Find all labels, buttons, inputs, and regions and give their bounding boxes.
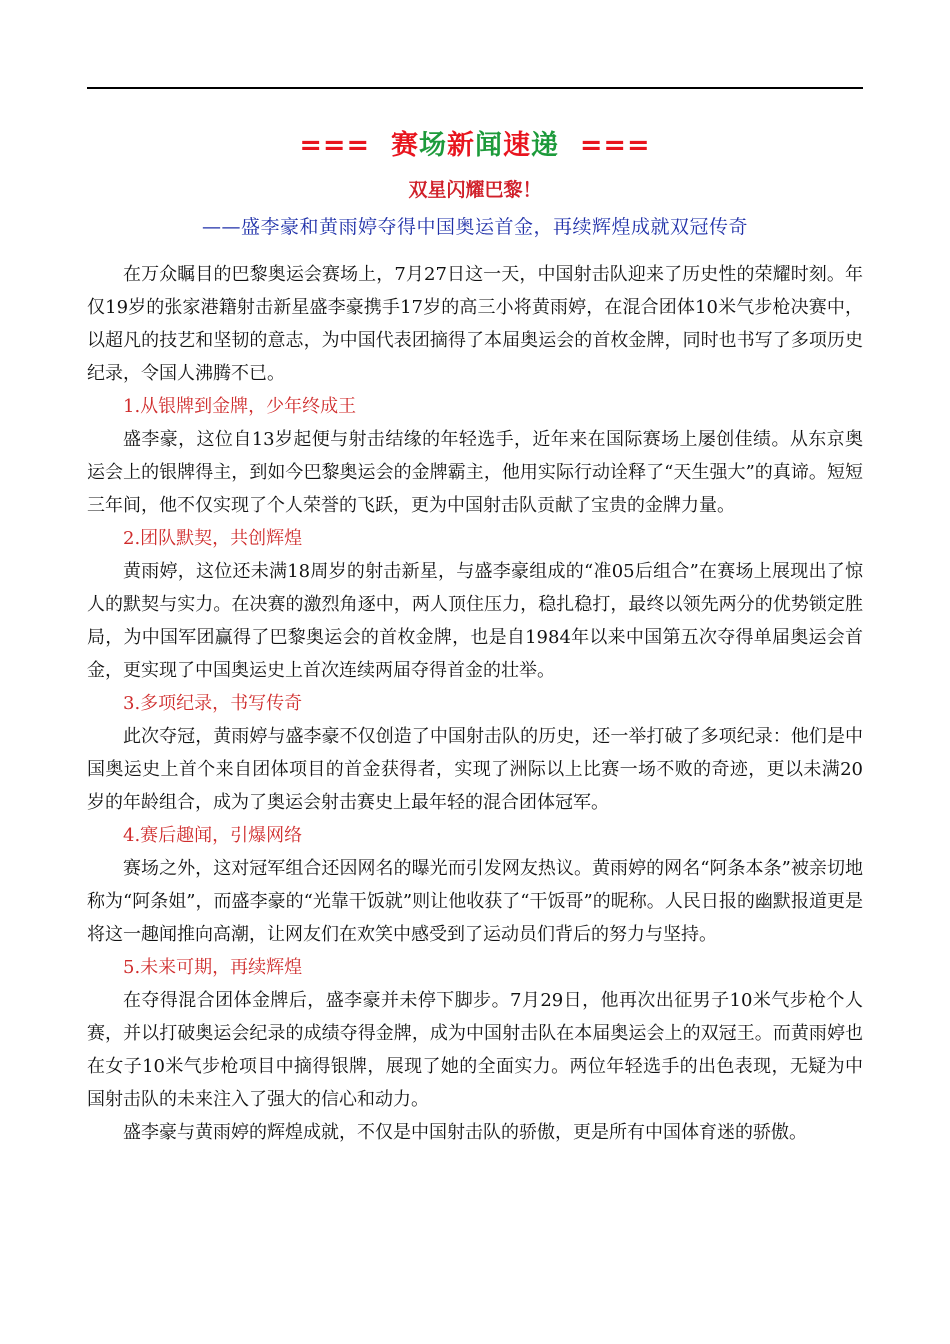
section-paragraph: 在夺得混合团体金牌后，盛李豪并未停下脚步。7月29日，他再次出征男子10米气步枪个人赛，并以打破奥运会纪录的成绩夺得金牌，成为中国射击队在本届奥运会上的双冠王。而黄雨婷也在女子10米气步枪项目中摘得银牌，展现了她的全面实力。两位年轻选手的出色表现，无疑为中国射击队的未来注入了强大的信心和动力。 (87, 990, 863, 1110)
title-char: 闻 (475, 130, 503, 161)
subtitle-secondary: ——盛李豪和黄雨婷夺得中国奥运首金，再续辉煌成就双冠传奇 (201, 216, 748, 238)
title-char: 速 (503, 130, 531, 161)
section-heading: 4.赛后趣闻，引爆网络 (123, 825, 303, 846)
intro-paragraph: 在万众瞩目的巴黎奥运会赛场上，7月27日这一天，中国射击队迎来了历史性的荣耀时刻。年仅19岁的张家港籍射击新星盛李豪携手17岁的高三小将黄雨婷，在混合团体10米气步枪决赛中，以超凡的技艺和坚韧的意志，为中国代表团摘得了本届奥运会的首枚金牌，同时也书写了多项历史纪录，令国人沸腾不已。 (87, 264, 863, 384)
section-paragraph: 盛李豪，这位自13岁起便与射击结缘的年轻选手，近年来在国际赛场上屡创佳绩。从东京奥运会上的银牌得主，到如今巴黎奥运会的金牌霸主，他用实际行动诠释了“天生强大”的真谛。短短三年间，他不仅实现了个人荣誉的飞跃，更为中国射击队贡献了宝贵的金牌力量。 (87, 429, 863, 516)
section-heading: 2.团队默契，共创辉煌 (123, 528, 303, 549)
title-suffix: === (579, 130, 651, 161)
title-prefix: === (299, 130, 371, 161)
title-char: 新 (447, 130, 475, 161)
article-body (87, 258, 863, 1149)
title-char: 递 (531, 130, 559, 161)
closing-paragraph: 盛李豪与黄雨婷的辉煌成就，不仅是中国射击队的骄傲，更是所有中国体育迷的骄傲。 (123, 1122, 807, 1143)
section-paragraph: 黄雨婷，这位还未满18周岁的射击新星，与盛李豪组成的“准05后组合”在赛场上展现出了惊人的默契与实力。在决赛的激烈角逐中，两人顶住压力，稳扎稳打，最终以领先两分的优势锁定胜局，为中国军团赢得了巴黎奥运会的首枚金牌，也是自1984年以来中国第五次夺得单届奥运会首金，更实现了中国奥运史上首次连续两届夺得首金的壮举。 (87, 561, 863, 681)
top-rule (87, 87, 863, 89)
section-paragraph: 此次夺冠，黄雨婷与盛李豪不仅创造了中国射击队的历史，还一举打破了多项纪录：他们是中国奥运史上首个来自团体项目的首金获得者，实现了洲际以上比赛一场不败的奇迹，更以未满20岁的年龄组合，成为了奥运会射击赛史上最年轻的混合团体冠军。 (87, 726, 863, 813)
section-heading: 3.多项纪录，书写传奇 (123, 693, 303, 714)
section-heading: 1.从银牌到金牌，少年终成王 (123, 396, 357, 417)
title-char: 赛 (391, 130, 419, 161)
section-heading: 5.未来可期，再续辉煌 (123, 957, 303, 978)
subtitle: 双星闪耀巴黎！ (408, 179, 542, 201)
section-paragraph: 赛场之外，这对冠军组合还因网名的曝光而引发网友热议。黄雨婷的网名“阿条本条”被亲切地称为“阿条姐”，而盛李豪的“光靠干饭就”则让他收获了“干饭哥”的昵称。人民日报的幽默报道更是将这一趣闻推向高潮，让网友们在欢笑中感受到了运动员们背后的努力与坚持。 (87, 858, 863, 945)
title-char: 场 (419, 130, 447, 161)
page-title (0, 128, 950, 164)
